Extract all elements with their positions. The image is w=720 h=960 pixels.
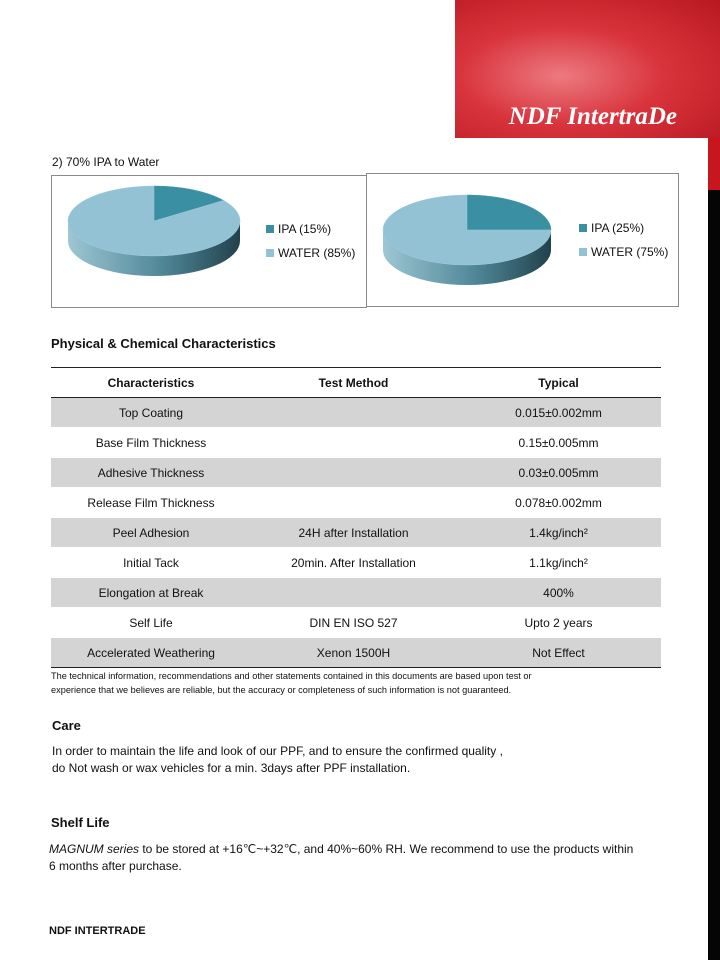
care-text bbox=[52, 743, 652, 777]
pie-chart-1 bbox=[51, 175, 367, 308]
legend-swatch-ipa bbox=[266, 225, 274, 233]
disclaimer-line: The technical information, recommendations and other statements contained in this documents are based upon test or bbox=[51, 671, 532, 681]
care-line: In order to maintain the life and look of our PPF, and to ensure the confirmed quality , bbox=[52, 744, 503, 758]
legend-swatch-water bbox=[579, 248, 587, 256]
legend-swatch-water bbox=[266, 249, 274, 257]
header-banner bbox=[455, 0, 720, 138]
cell-test-method: 24H after Installation bbox=[251, 518, 456, 548]
cell-test-method: Xenon 1500H bbox=[251, 638, 456, 668]
legend-swatch-ipa bbox=[579, 224, 587, 232]
side-accent-black bbox=[708, 190, 720, 960]
table-row bbox=[51, 488, 661, 518]
cell-test-method bbox=[251, 578, 456, 608]
cell-typical: 0.078±0.002mm bbox=[456, 488, 661, 518]
table-row bbox=[51, 578, 661, 608]
cell-characteristic: Initial Tack bbox=[51, 548, 251, 578]
ipa-ratio-heading: 2) 70% IPA to Water bbox=[52, 155, 160, 169]
pie-chart-2-legend bbox=[579, 220, 668, 268]
footer-company: NDF INTERTRADE bbox=[49, 925, 146, 937]
cell-characteristic: Peel Adhesion bbox=[51, 518, 251, 548]
care-title: Care bbox=[52, 718, 81, 733]
legend-label: WATER (75%) bbox=[591, 245, 669, 259]
shelf-life-text bbox=[49, 841, 669, 875]
cell-characteristic: Release Film Thickness bbox=[51, 488, 251, 518]
side-accent-red bbox=[708, 138, 720, 190]
technical-disclaimer bbox=[51, 669, 611, 697]
table-row bbox=[51, 428, 661, 458]
cell-typical: 1.4kg/inch² bbox=[456, 518, 661, 548]
cell-typical: Upto 2 years bbox=[456, 608, 661, 638]
cell-test-method: 20min. After Installation bbox=[251, 548, 456, 578]
cell-characteristic: Elongation at Break bbox=[51, 578, 251, 608]
column-header-test-method: Test Method bbox=[251, 368, 456, 398]
legend-item-ipa bbox=[266, 221, 355, 237]
legend-item-water bbox=[579, 244, 668, 260]
cell-test-method bbox=[251, 428, 456, 458]
pie-chart-2 bbox=[366, 173, 679, 307]
shelf-life-line bbox=[49, 841, 669, 858]
shelf-life-conditions: to be stored at +16℃~+32℃, and 40%~60% RH. We recommend to use the products within bbox=[139, 842, 634, 856]
table-row bbox=[51, 398, 661, 428]
legend-label: IPA (15%) bbox=[278, 222, 332, 236]
legend-label: IPA (25%) bbox=[591, 221, 645, 235]
characteristics-title: Physical & Chemical Characteristics bbox=[51, 336, 276, 351]
cell-test-method: DIN EN ISO 527 bbox=[251, 608, 456, 638]
cell-typical: 1.1kg/inch² bbox=[456, 548, 661, 578]
pie-chart-1-legend bbox=[266, 221, 355, 269]
care-line: do Not wash or wax vehicles for a min. 3days after PPF installation. bbox=[52, 761, 411, 775]
table-row bbox=[51, 548, 661, 578]
shelf-life-line: 6 months after purchase. bbox=[49, 859, 182, 873]
pie-slice-ipa bbox=[467, 195, 551, 230]
cell-typical: 0.015±0.002mm bbox=[456, 398, 661, 428]
column-header-typical: Typical bbox=[456, 368, 661, 398]
table-row bbox=[51, 638, 661, 668]
characteristics-table bbox=[51, 367, 661, 668]
cell-characteristic: Self Life bbox=[51, 608, 251, 638]
shelf-life-title: Shelf Life bbox=[51, 815, 110, 830]
cell-typical: 400% bbox=[456, 578, 661, 608]
table-row bbox=[51, 458, 661, 488]
cell-typical: 0.15±0.005mm bbox=[456, 428, 661, 458]
cell-test-method bbox=[251, 488, 456, 518]
cell-characteristic: Adhesive Thickness bbox=[51, 458, 251, 488]
series-name: MAGNUM series bbox=[49, 842, 140, 856]
legend-item-ipa bbox=[579, 220, 668, 236]
table-row bbox=[51, 518, 661, 548]
cell-characteristic: Base Film Thickness bbox=[51, 428, 251, 458]
legend-item-water bbox=[266, 245, 355, 261]
cell-test-method bbox=[251, 398, 456, 428]
cell-typical: 0.03±0.005mm bbox=[456, 458, 661, 488]
cell-typical: Not Effect bbox=[456, 638, 661, 668]
table-row bbox=[51, 608, 661, 638]
disclaimer-line: experience that we believes are reliable, but the accuracy or completeness of such information is not guaranteed. bbox=[51, 685, 512, 695]
brand-title: NDF IntertraDe bbox=[508, 103, 677, 130]
cell-test-method bbox=[251, 458, 456, 488]
table-header-row bbox=[51, 368, 661, 398]
cell-characteristic: Top Coating bbox=[51, 398, 251, 428]
legend-label: WATER (85%) bbox=[278, 246, 356, 260]
cell-characteristic: Accelerated Weathering bbox=[51, 638, 251, 668]
column-header-characteristics: Characteristics bbox=[51, 368, 251, 398]
